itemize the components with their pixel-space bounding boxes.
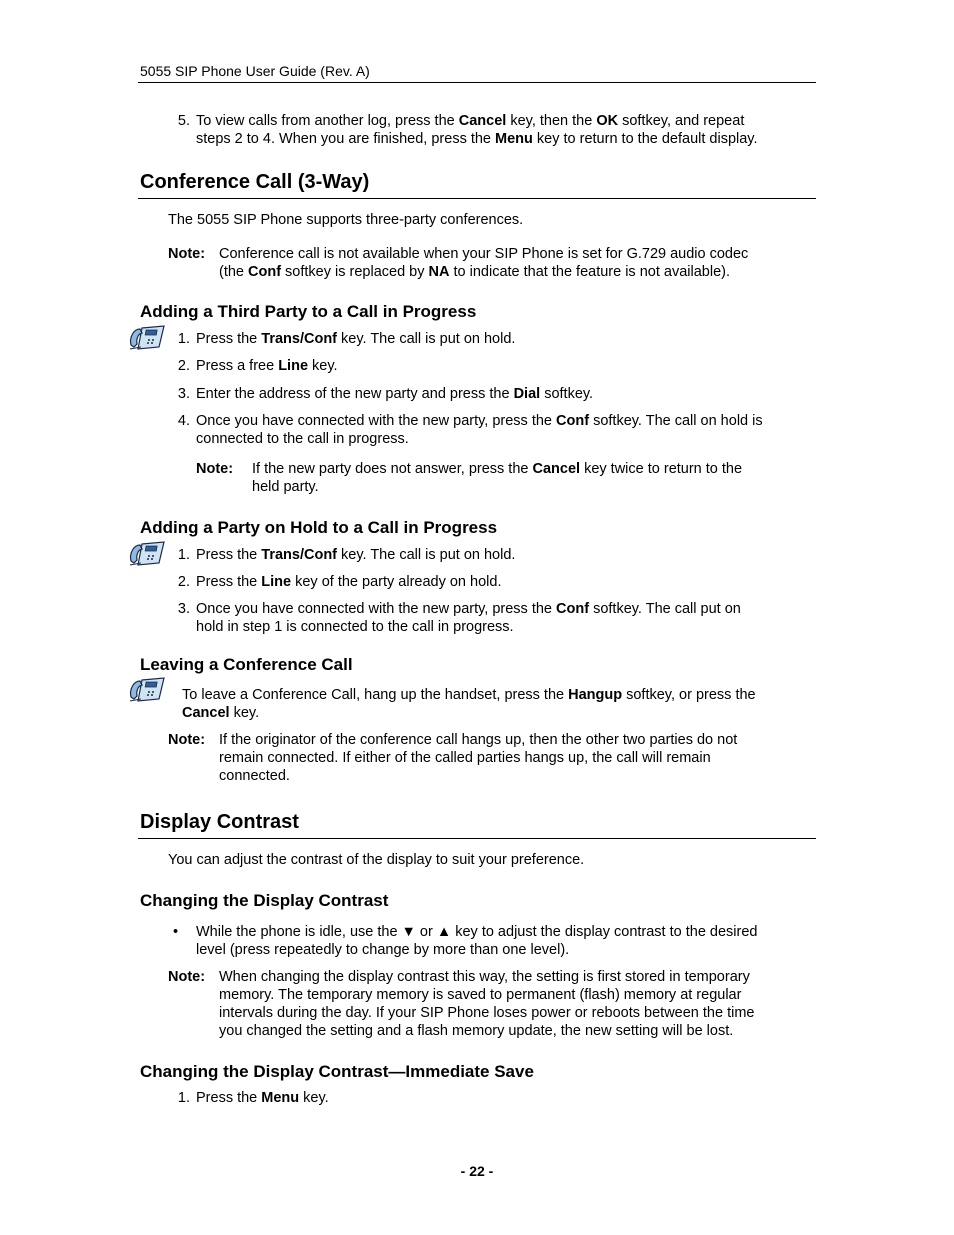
subheading-immediate-save: Changing the Display Contrast—Immediate Save	[140, 1062, 534, 1081]
note-label: Note:	[168, 246, 206, 262]
note-text-line: Conference call is not available when your SIP Phone is set for G.729 audio codec	[219, 246, 749, 262]
note-label: Note:	[196, 461, 234, 477]
note-text-line: When changing the display contrast this way, the setting is first stored in temporary	[219, 969, 750, 985]
step-number: 1.	[177, 547, 190, 563]
step-number: 5.	[177, 113, 190, 129]
note-text-line: you changed the setting and a flash memory update, the new setting will be lost.	[219, 1023, 734, 1039]
subheading-party-on-hold: Adding a Party on Hold to a Call in Progress	[140, 518, 498, 537]
note-text-line: (the Conf softkey is replaced by NA to indicate that the feature is not available).	[219, 264, 730, 280]
step-number: 1.	[177, 331, 190, 347]
step-number: 4.	[177, 413, 190, 429]
section-heading-conference-call: Conference Call (3-Way)	[140, 171, 370, 193]
section-heading-display-contrast: Display Contrast	[140, 811, 299, 833]
step-text-line: hold in step 1 is connected to the call in progress.	[196, 619, 514, 635]
note-text-line: intervals during the day. If your SIP Phone loses power or reboots between the time	[219, 1005, 755, 1021]
step-text-line: To view calls from another log, press the Cancel key, then the OK softkey, and repeat	[196, 113, 745, 129]
bullet-marker: •	[173, 924, 179, 940]
phone-icon	[128, 541, 168, 569]
running-header: 5055 SIP Phone User Guide (Rev. A)	[140, 63, 370, 79]
bullet-text-line: While the phone is idle, use the ▼ or ▲ key to adjust the display contrast to the desired	[196, 924, 758, 940]
step-text-line: Press the Trans/Conf key. The call is put on hold.	[196, 331, 516, 347]
step-number: 2.	[177, 574, 190, 590]
step-text-line: Press the Menu key.	[196, 1090, 329, 1106]
step-text-line: Enter the address of the new party and press the Dial softkey.	[196, 386, 594, 402]
step-text-line: Once you have connected with the new party, press the Conf softkey. The call put on	[196, 601, 741, 617]
leaving-text-line: Cancel key.	[182, 705, 260, 721]
conference-intro: The 5055 SIP Phone supports three-party conferences.	[168, 212, 524, 228]
phone-icon	[128, 677, 168, 705]
contrast-intro: You can adjust the contrast of the display to suit your preference.	[168, 852, 585, 868]
step-number: 2.	[177, 358, 190, 374]
step-number: 1.	[177, 1090, 190, 1106]
step-text-line: steps 2 to 4. When you are finished, press the Menu key to return to the default display.	[196, 131, 758, 147]
step-text-line: Press a free Line key.	[196, 358, 338, 374]
note-label: Note:	[168, 969, 206, 985]
note-label: Note:	[168, 732, 206, 748]
page-number: - 22 -	[460, 1163, 494, 1179]
note-text-line: If the new party does not answer, press the Cancel key twice to return to the	[252, 461, 743, 477]
step-text-line: Press the Line key of the party already on hold.	[196, 574, 502, 590]
step-text-line: Press the Trans/Conf key. The call is put on hold.	[196, 547, 516, 563]
header-rule	[138, 82, 816, 83]
note-text-line: If the originator of the conference call hangs up, then the other two parties do not	[219, 732, 738, 748]
step-number: 3.	[177, 601, 190, 617]
section-rule	[138, 838, 816, 839]
note-text-line: held party.	[252, 479, 319, 495]
phone-icon	[128, 325, 168, 353]
step-text-line: connected to the call in progress.	[196, 431, 409, 447]
subheading-leaving-conference: Leaving a Conference Call	[140, 655, 353, 674]
bullet-text-line: level (press repeatedly to change by more than one level).	[196, 942, 570, 958]
section-rule	[138, 198, 816, 199]
step-text-line: Once you have connected with the new party, press the Conf softkey. The call on hold is	[196, 413, 763, 429]
note-text-line: remain connected. If either of the called parties hangs up, the call will remain	[219, 750, 711, 766]
subheading-changing-contrast: Changing the Display Contrast	[140, 891, 389, 910]
step-number: 3.	[177, 386, 190, 402]
subheading-third-party: Adding a Third Party to a Call in Progress	[140, 302, 477, 321]
leaving-text-line: To leave a Conference Call, hang up the handset, press the Hangup softkey, or press the	[182, 687, 756, 703]
note-text-line: memory. The temporary memory is saved to permanent (flash) memory at regular	[219, 987, 742, 1003]
note-text-line: connected.	[219, 768, 290, 784]
